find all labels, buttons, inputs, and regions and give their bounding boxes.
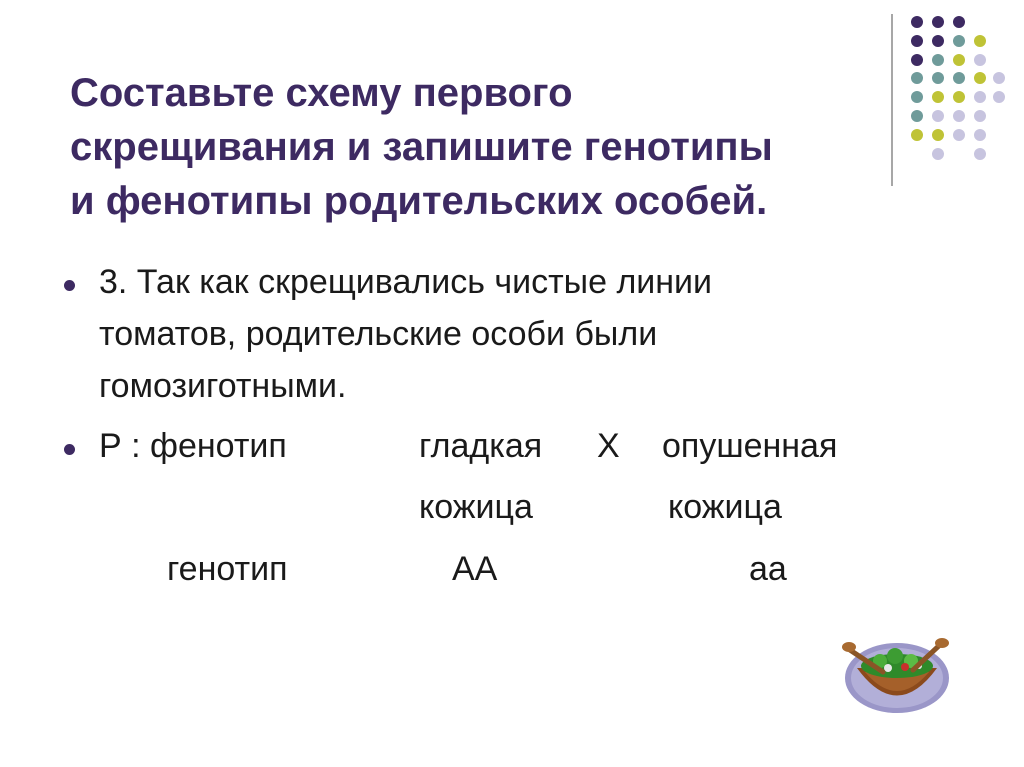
title-divider xyxy=(891,14,893,186)
bullet-1-text xyxy=(99,256,712,412)
slide-title xyxy=(70,66,890,228)
genotype-left: АА xyxy=(452,550,498,588)
bullet-1-line-3: гомозиготными. xyxy=(99,367,347,405)
phenotype-right-1: опушенная xyxy=(662,427,838,465)
title-line-1: Составьте схему первого xyxy=(70,71,573,115)
cross-symbol: Х xyxy=(597,427,620,465)
genotype-label: генотип xyxy=(167,550,288,588)
phenotype-left-1: гладкая xyxy=(419,427,543,465)
bullet-1-line-1: 3. Так как скрещивались чистые линии xyxy=(99,263,713,301)
bullet-2-marker xyxy=(64,444,75,455)
bullet-1-marker xyxy=(64,280,75,291)
phenotype-right-2: кожица xyxy=(668,488,782,526)
phenotype-left-2: кожица xyxy=(419,488,533,526)
salad-bowl-icon xyxy=(835,628,955,718)
phenotype-label: Р : фенотип xyxy=(99,427,287,465)
bullet-1-line-2: томатов, родительские особи были xyxy=(99,315,658,353)
title-line-3: и фенотипы родительских особей. xyxy=(70,179,768,223)
title-line-2: скрещивания и запишите генотипы xyxy=(70,125,773,169)
genotype-right: аа xyxy=(749,550,787,588)
